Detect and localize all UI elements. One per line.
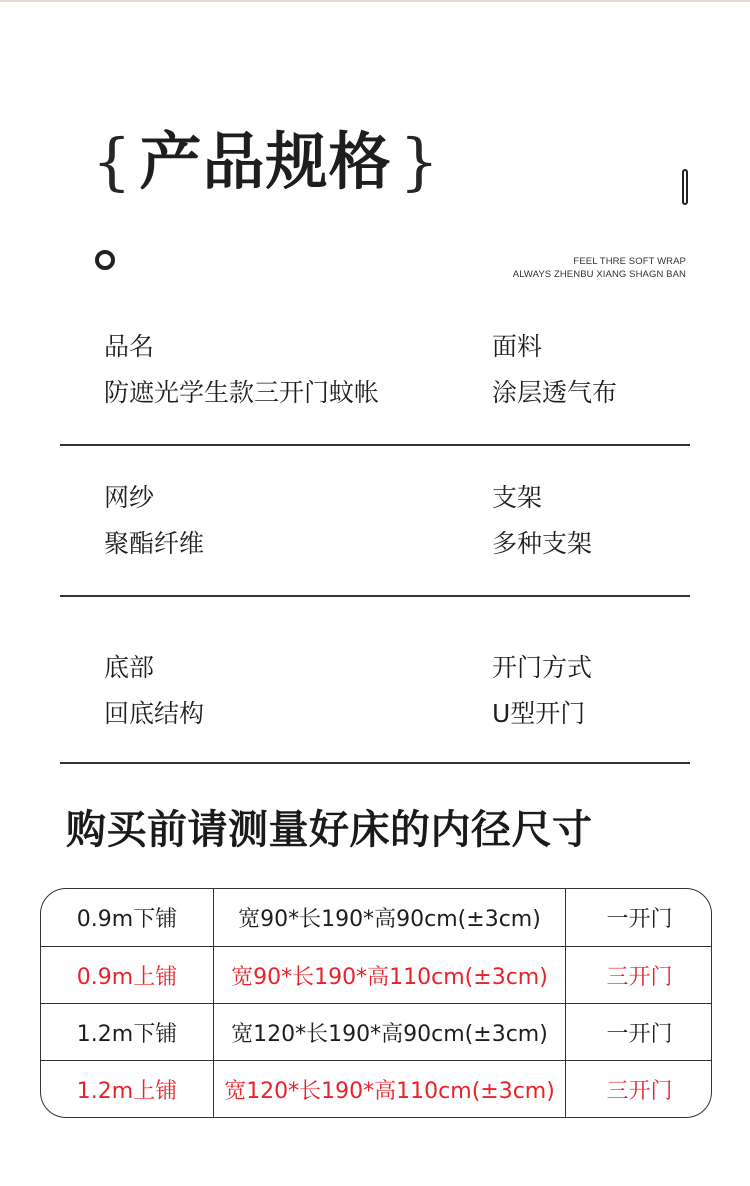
bed-cell: 1.2m上铺 [41,1061,214,1118]
size-table [40,888,712,1118]
spec-cell-bottom [104,653,204,729]
spec-cell-product-name [104,332,379,408]
spec-label: 品名 [104,332,155,361]
close-brace: } [399,125,439,198]
spec-cell-frame [492,483,592,559]
circle-icon [95,250,115,270]
top-rule [0,0,750,2]
door-cell: 一开门 [606,1022,673,1047]
spec-value: 多种支架 [492,529,593,558]
spec-label: 开门方式 [492,653,593,682]
spec-label: 支架 [492,483,543,512]
size-cell: 宽120*长190*高110cm(±3cm) [214,1061,566,1118]
door-cell: 三开门 [606,965,673,990]
divider [60,444,690,446]
size-cell: 宽90*长190*高110cm(±3cm) [214,947,566,1004]
table-row [41,946,712,1004]
spec-label: 网纱 [104,483,155,512]
spec-value: 聚酯纤维 [104,529,205,558]
spec-cell-fabric [492,332,617,408]
spec-value: 回底结构 [104,699,205,728]
spec-value: 防遮光学生款三开门蚊帐 [104,378,380,407]
page-title: 产品规格 [139,125,392,198]
tagline-line-1: FEEL THRE SOFT WRAP [573,256,686,267]
spec-label: 底部 [104,653,155,682]
bed-cell: 0.9m下铺 [41,889,214,946]
open-brace: { [92,125,132,198]
size-cell: 宽120*长190*高90cm(±3cm) [214,1004,566,1061]
table-row [41,1060,712,1118]
spec-cell-mesh [104,483,204,559]
scroll-indicator-icon [682,169,688,205]
spec-label: 面料 [492,332,543,361]
size-cell: 宽90*长190*高90cm(±3cm) [214,889,566,946]
table-row [41,889,712,946]
bed-cell: 0.9m上铺 [41,947,214,1004]
door-cell: 一开门 [606,907,673,932]
measure-heading: 购买前请测量好床的内径尺寸 [66,807,593,853]
table-row [41,1003,712,1061]
door-cell: 三开门 [606,1079,673,1104]
spec-cell-door-style [492,653,592,729]
tagline [513,255,686,281]
tagline-line-2: ALWAYS ZHENBU XIANG SHAGN BAN [512,269,686,280]
section-title [92,120,439,204]
divider [60,595,690,597]
bed-cell: 1.2m下铺 [41,1004,214,1061]
spec-value: U型开门 [492,699,586,728]
divider [60,762,690,764]
spec-value: 涂层透气布 [492,378,618,407]
